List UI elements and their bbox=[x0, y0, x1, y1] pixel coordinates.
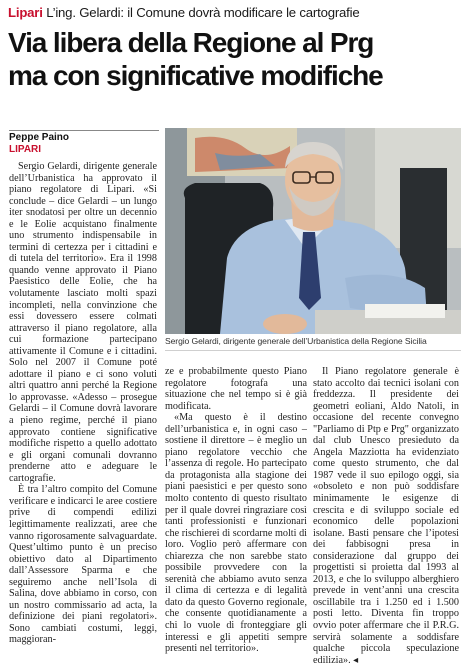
article-paragraph: È tra l’altro compito del Comune verificare e indicarci le aree costiere prive di compendi edilizi legittimamente realizzati, aree che vanno rigorosamente salvaguardate. Quest’ultimo punto è un preciso obiettivo dato al Dipartimento dall’Assessore Sparma e che seguiremo anche nell’Isola di Salina, dove abbiamo in corso, con un nostro commissario ad acta, la definizione dei piani regolatori». Sono cambiati costumi, leggi, maggioran- bbox=[9, 484, 157, 646]
article-paragraph: Sergio Gelardi, dirigente generale dell’Urbanistica ha approvato il piano regolatore di Lipari. «Si conclude – dice Gelardi – un lungo iter snodatosi per oltre un decennio e le Eolie acquistano finalmente uno strumento indispensabile in termini di certezza per i cittadini e di tutela del territorio». Era il 1998 quando venne approvato il Piano Paesistico delle Eolie, che ha volutamente lasciato molti spazi incompleti, nella convinzione che essi dovessero essere colmati attraverso il piano regolatore, alla cui formazione partecipano attivamente il Comune e i cittadini. Solo nel 2007 il Comune poté adottare il piano e ci sono voluti altri quattro anni perché la Regione lo approvasse. «Adesso – prosegue Gelardi – il Comune dovrà lavorare a pieno regime, perché il piano approvato contiene significative modifiche rispetto a quello adottato e gli organi comunali dovranno prenderne atto e adeguare le cartografie. bbox=[9, 161, 157, 484]
article-column-2 bbox=[165, 366, 307, 666]
article-column-3 bbox=[313, 366, 459, 666]
kicker bbox=[8, 5, 460, 21]
portrait-illustration bbox=[165, 128, 461, 334]
byline bbox=[9, 132, 159, 156]
article-paragraph: Il Piano regolatore generale è stato accolto dai tecnici isolani con freddezza. Il presidente dei geometri eoliani, Aldo Natoli, in occasione del recente convegno "Parliamo di Ptp e Prg" organizzato dal club Unesco presieduto da Angela Mazziotta ha evidenziato come questo strumento, che dal 1987 vede il suo epilogo oggi, sia «obsoleto e non può soddisfare minimamente le esigenze di crescita e di sviluppo sociale ed economico delle popolazioni isolane. Basti pensare che l’ipotesi dei fabbisogni presa in considerazione dal gruppo dei progettisti si proietta dal 1993 al 2013, e che lo sviluppo alberghiero prevede in vent’anni una crescita oscillabile tra i 1.250 ed i 1.500 posti letto. Diventa fin troppo ovvio poter affermare che il P.R.G. servirà solamente a soddisfare qualche piccola speculazione edilizia». ◂ bbox=[313, 366, 459, 666]
byline-place: LIPARI bbox=[9, 144, 42, 155]
caption-divider bbox=[165, 350, 461, 351]
headline-line-1: Via libera della Regione al Prg bbox=[8, 27, 374, 58]
article-column-1 bbox=[9, 161, 157, 666]
kicker-location: Lipari bbox=[8, 5, 43, 20]
byline-divider bbox=[9, 130, 159, 131]
byline-author: Peppe Paino bbox=[9, 132, 70, 143]
article-photo bbox=[165, 128, 461, 334]
article-paragraph: «Ma questo è il destino dell’urbanistica e, in ogni caso – sostiene il direttore – è meglio un piano regolatore vecchio che l’assenza di regole. Ho partecipato da protagonista alla stagione dei piani paesistici e per questo sono molto contento di questo risultato per il quale dovrei ringraziare così tanti professionisti e funzionari che rischierei di scordarne molti di loro. Voglio però affermare con chiarezza che non sarebbe stato possibile provvedere con la serenità che abbiamo avuto senza il clima di certezza e di legalità dato da questo Governo regionale, che consente quotidianamente a chi lo vuole di fronteggiare gli interessi e gli appetiti sempre presenti nel territorio». bbox=[165, 412, 307, 655]
headline-line-2: ma con significative modifiche bbox=[8, 60, 383, 91]
article-paragraph: ze e probabilmente questo Piano regolatore fotografa una situazione che nel tempo si è già modificata. bbox=[165, 366, 307, 412]
headline bbox=[8, 26, 460, 92]
photo-caption: Sergio Gelardi, dirigente generale dell’Urbanistica della Regione Sicilia bbox=[165, 336, 427, 346]
kicker-text: L’ing. Gelardi: il Comune dovrà modificare le cartografie bbox=[46, 5, 360, 20]
